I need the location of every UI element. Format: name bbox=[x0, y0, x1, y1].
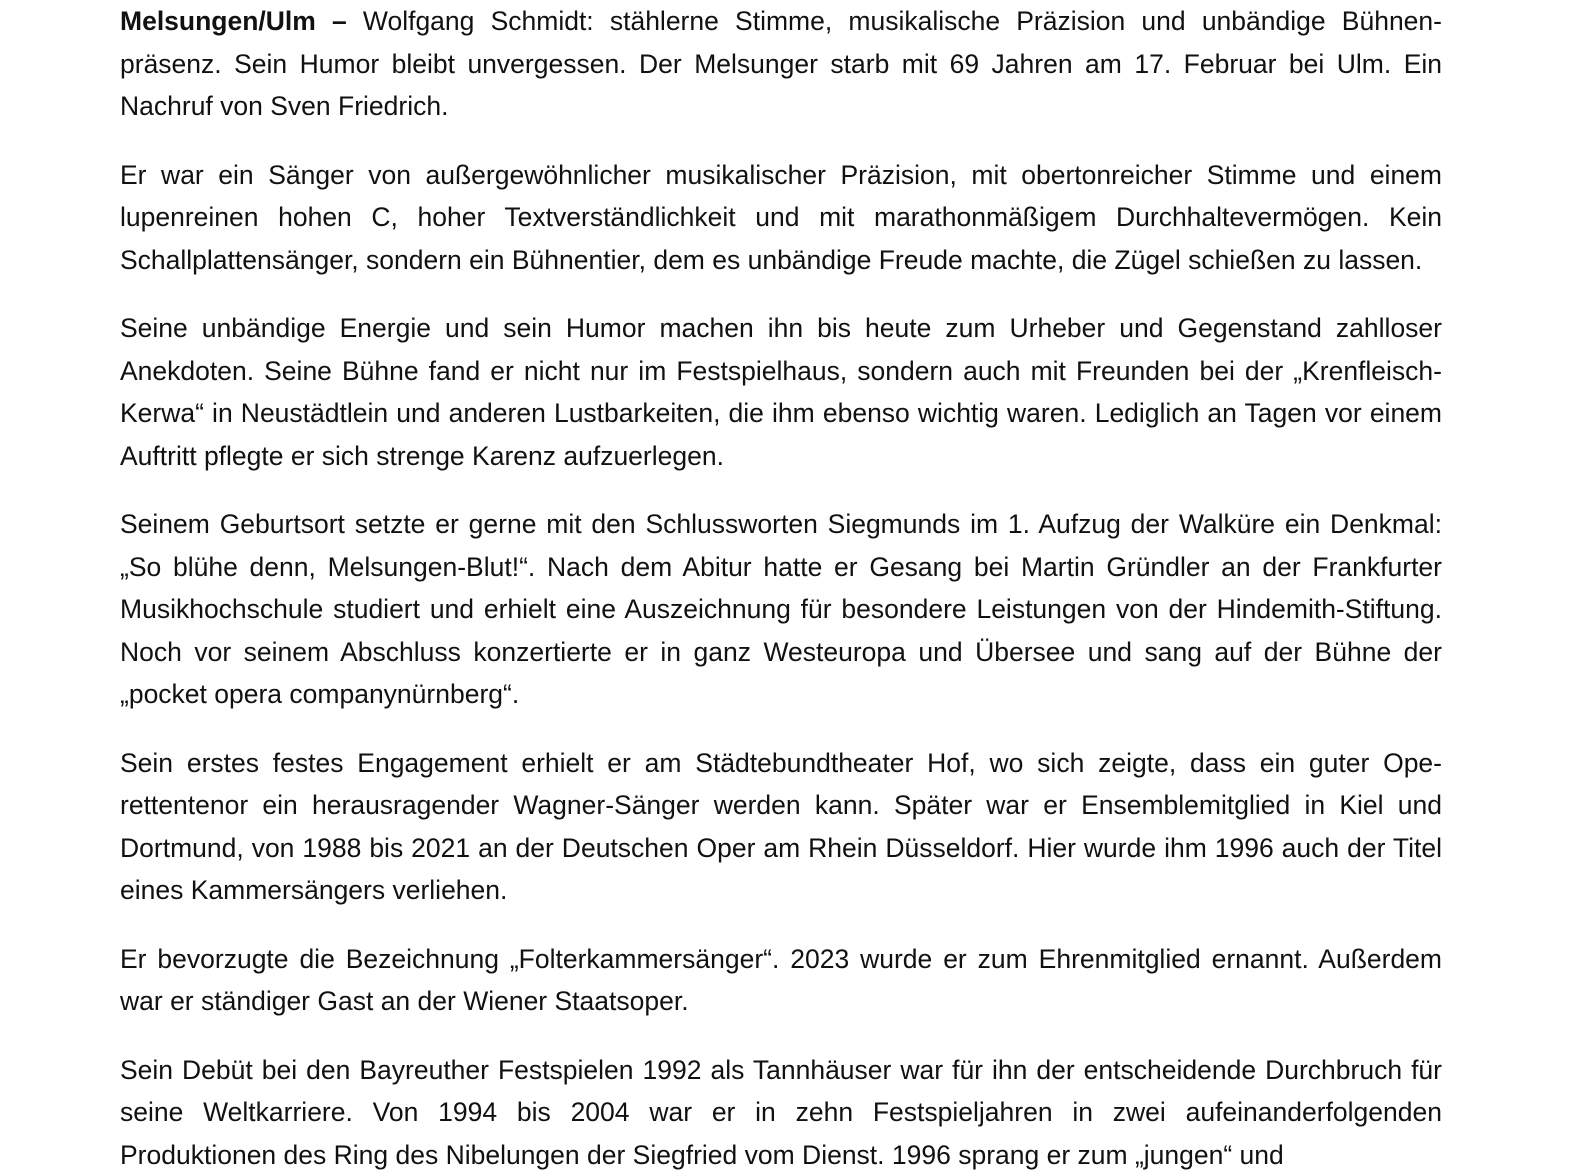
paragraph-6: Er bevorzugte die Bezeichnung „Folterkammersänger“. 2023 wurde er zum Ehrenmitglied ernannt. Außerdem war er ständiger Gast an der Wiener Staatsoper. bbox=[120, 938, 1442, 1023]
paragraph-1 bbox=[120, 0, 1442, 128]
article-lead-in: Melsungen/Ulm – bbox=[120, 6, 347, 36]
paragraph-5: Sein erstes festes Engagement erhielt er am Städtebundtheater Hof, wo sich zeigte, dass ein guter Operettentenor ein herausragender Wagner-Sänger werden kann. Später war er Ensemblemitglied in Kiel und Dortmund, von 1988 bis 2021 an der Deutschen Oper am Rhein Düsseldorf. Hier wurde ihm 1996 auch der Titel eines Kammersängers verliehen. bbox=[120, 742, 1442, 912]
paragraph-1-text: Wolfgang Schmidt: stählerne Stimme, musikalische Präzision und unbändige Bühnenpräsenz. Sein Humor bleibt unvergessen. Der Melsunger starb mit 69 Jahren am 17. Februar bei Ulm. Ein Nachruf von Sven Friedrich. bbox=[120, 6, 1442, 121]
paragraph-3: Seine unbändige Energie und sein Humor machen ihn bis heute zum Urheber und Gegenstand zahlloser Anekdoten. Seine Bühne fand er nicht nur im Festspielhaus, sondern auch mit Freunden bei der „Krenfleisch-Kerwa“ in Neustädtlein und anderen Lustbarkeiten, die ihm ebenso wichtig waren. Lediglich an Tagen vor einem Auftritt pflegte er sich strenge Karenz aufzuerlegen. bbox=[120, 307, 1442, 477]
paragraph-2: Er war ein Sänger von außergewöhnlicher musikalischer Präzision, mit obertonreicher Stimme und einem lupenreinen hohen C, hoher Textverständlichkeit und mit marathonmäßigem Durchhaltevermögen. Kein Schallplattensänger, sondern ein Bühnentier, dem es unbändige Freude machte, die Zügel schießen zu lassen. bbox=[120, 154, 1442, 282]
article-body bbox=[120, 0, 1442, 1176]
paragraph-7: Sein Debüt bei den Bayreuther Festspielen 1992 als Tannhäuser war für ihn der entscheidende Durchbruch für seine Weltkarriere. Von 1994 bis 2004 war er in zehn Festspieljahren in zwei aufeinanderfolgenden Produktionen des Ring des Nibelungen der Siegfried vom Dienst. 1996 sprang er zum „jungen“ und bbox=[120, 1049, 1442, 1176]
paragraph-4: Seinem Geburtsort setzte er gerne mit den Schlussworten Siegmunds im 1. Aufzug der Walküre ein Denkmal: „So blühe denn, Melsungen-Blut!“. Nach dem Abitur hatte er Gesang bei Martin Gründler an der Frankfurter Musikhochschule studiert und erhielt eine Auszeichnung für besondere Leistungen von der Hindemith-Stiftung. Noch vor seinem Abschluss konzertierte er in ganz Westeuropa und Übersee und sang auf der Bühne der „pocket opera companynürnberg“. bbox=[120, 503, 1442, 716]
